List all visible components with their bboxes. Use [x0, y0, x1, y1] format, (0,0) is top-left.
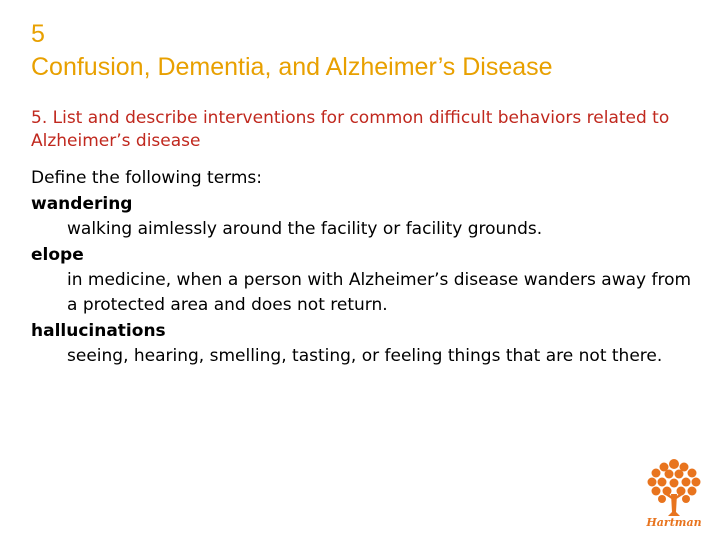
chapter-heading: [31, 18, 553, 84]
hartman-logo: [642, 456, 706, 532]
term-elope: elope: [31, 245, 84, 265]
logo-wordmark: Hartman: [646, 516, 702, 529]
learning-objective: 5. List and describe interventions for common difficult behaviors related to Alzheimer’s disease: [31, 108, 670, 151]
definition-wandering: walking aimlessly around the facility or facility grounds.: [67, 219, 543, 239]
intro-text: Define the following terms:: [31, 168, 262, 188]
chapter-title: Confusion, Dementia, and Alzheimer’s Disease: [31, 53, 553, 81]
slide-content: [31, 165, 701, 369]
chapter-number: 5: [31, 20, 45, 48]
definition-hallucinations: seeing, hearing, smelling, tasting, or feeling things that are not there.: [67, 346, 663, 366]
term-wandering: wandering: [31, 194, 133, 214]
definition-elope: in medicine, when a person with Alzheimer’s disease wanders away from a protected area and does not return.: [67, 270, 692, 315]
term-hallucinations: hallucinations: [31, 321, 166, 341]
